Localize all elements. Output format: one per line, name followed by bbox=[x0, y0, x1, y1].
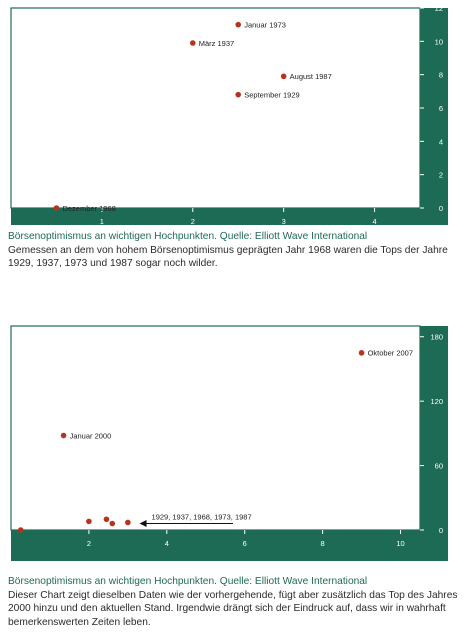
chart-top-y-tick-label: 12 bbox=[434, 4, 443, 13]
chart-bottom-plot-area bbox=[11, 326, 420, 530]
chart-bottom-data-point bbox=[18, 527, 24, 533]
chart-top-x-tick-label: 2 bbox=[190, 217, 195, 225]
chart-bottom-x-tick-label: 10 bbox=[396, 539, 405, 548]
chart-bottom-x-tick-label: 8 bbox=[320, 539, 325, 548]
chart-bottom-y-tick-label: 120 bbox=[430, 397, 443, 407]
chart-bottom-data-point bbox=[125, 520, 131, 526]
chart-bottom-y-axis-band bbox=[420, 326, 448, 530]
caption-top-text: Gemessen an dem von hohem Börsenoptimismus geprägten Jahr 1968 waren die Tops der Jahre 1929, 1937, 1973 und 1987 sogar noch wilder. bbox=[8, 244, 448, 270]
chart-bottom-x-tick-label: 6 bbox=[242, 539, 247, 548]
chart-top-x-tick-label: 3 bbox=[281, 217, 286, 225]
caption-bottom-title: Börsenoptimismus an wichtigen Hochpunkten. Quelle: Elliott Wave International bbox=[8, 576, 368, 587]
chart-top-data-point bbox=[235, 22, 241, 28]
chart-bottom-point-label: Oktober 2007 bbox=[367, 348, 414, 358]
chart-top-data-point bbox=[54, 205, 60, 211]
chart-top-y-tick-label: 8 bbox=[438, 70, 443, 80]
chart-bottom-y-tick-label: 0 bbox=[438, 526, 443, 535]
chart-bottom-x-tick-label: 2 bbox=[86, 539, 91, 548]
chart-top-point-label: September 1929 bbox=[244, 90, 300, 100]
chart-top-y-tick-label: 10 bbox=[434, 37, 443, 47]
chart-bottom-data-point bbox=[359, 350, 365, 356]
chart-bottom-y-tick-label: 60 bbox=[434, 461, 443, 471]
chart-bottom-point-label: Januar 2000 bbox=[69, 431, 112, 441]
chart-bottom-x-axis-band bbox=[11, 530, 448, 561]
chart-top-point-label: August 1987 bbox=[289, 72, 332, 82]
chart-bottom-data-point bbox=[61, 433, 67, 439]
chart-top-y-tick-label: 0 bbox=[438, 204, 443, 213]
chart-top-x-tick-label: 1 bbox=[99, 217, 104, 225]
chart-top-y-tick-label: 6 bbox=[438, 104, 443, 113]
chart-top bbox=[0, 0, 475, 225]
chart-top-data-point bbox=[235, 92, 241, 98]
chart-top-y-tick-label: 2 bbox=[438, 170, 443, 180]
chart-bottom-y-tick-label: 180 bbox=[430, 332, 443, 342]
caption-bottom-text: Dieser Chart zeigt dieselben Daten wie der vorhergehende, fügt aber zusätzlich das Top des Jahres 2000 hinzu und den aktuellen Stand. Irgendwie drängt sich der Eindruck auf, dass wir in wahrhaft bemerkenswerten Zeiten leben. bbox=[8, 589, 458, 628]
chart-top-data-point bbox=[281, 74, 287, 80]
chart-bottom-data-point bbox=[86, 519, 92, 525]
caption-top-title: Börsenoptimismus an wichtigen Hochpunkten. Quelle: Elliott Wave International bbox=[8, 231, 368, 242]
chart-bottom bbox=[0, 318, 475, 568]
chart-bottom-data-point bbox=[104, 516, 110, 522]
chart-top-data-point bbox=[190, 40, 196, 46]
chart-top-x-tick-label: 4 bbox=[372, 217, 377, 225]
chart-top-point-label: Dezember 1968 bbox=[62, 203, 116, 213]
chart-bottom-x-tick-label: 4 bbox=[164, 539, 169, 548]
chart-top-y-tick-label: 4 bbox=[438, 137, 443, 147]
chart-top-point-label: Januar 1973 bbox=[244, 20, 286, 30]
caption-top bbox=[8, 230, 470, 271]
chart-bottom-annotation-label: 1929, 1937, 1968, 1973, 1987 bbox=[151, 512, 252, 522]
caption-bottom bbox=[8, 575, 470, 629]
chart-bottom-data-point bbox=[109, 521, 115, 527]
chart-top-point-label: März 1937 bbox=[198, 38, 235, 48]
